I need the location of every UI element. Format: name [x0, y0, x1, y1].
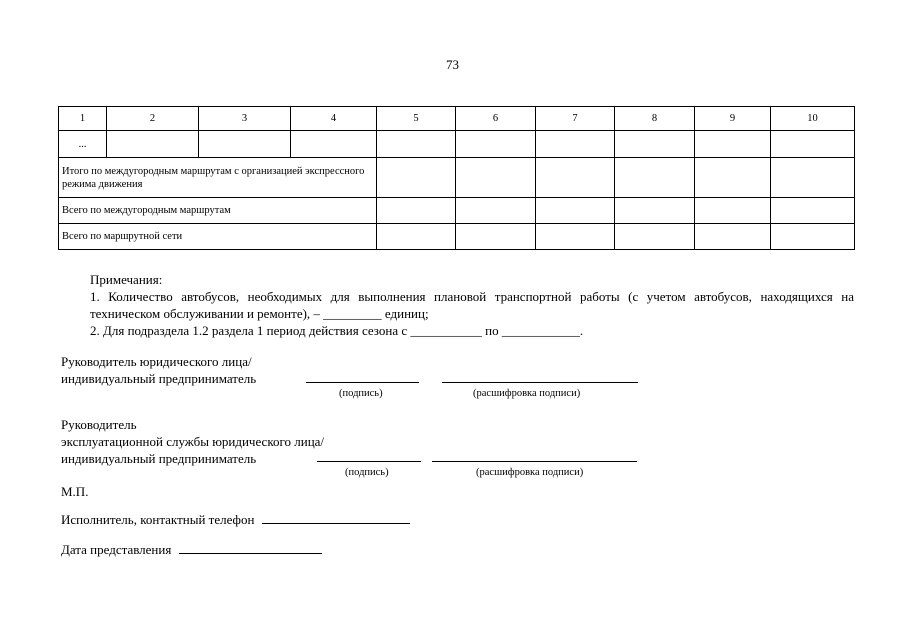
signature-block-1 — [61, 353, 256, 387]
signature-line[interactable] — [306, 382, 419, 383]
executor-label: Исполнитель, контактный телефон — [61, 512, 255, 527]
signer-title-line: индивидуальный предприниматель — [61, 371, 257, 386]
table-cell — [771, 224, 855, 250]
notes-title: Примечания: — [90, 272, 163, 287]
table-cell — [615, 224, 695, 250]
table-cell — [771, 131, 855, 158]
signature-decode-line[interactable] — [442, 382, 638, 383]
signer-title-line: Руководитель юридического лица/ — [61, 354, 252, 369]
signature-line[interactable] — [317, 461, 421, 462]
column-header: 5 — [377, 107, 456, 131]
table-row — [59, 131, 855, 158]
column-header: 7 — [536, 107, 615, 131]
table-row — [59, 224, 855, 250]
signer-title-line: эксплуатационной службы юридического лица/ — [61, 434, 325, 449]
signature-block-2 — [61, 416, 324, 467]
column-header: 1 — [59, 107, 107, 131]
page-number: 73 — [446, 57, 459, 72]
table-cell — [536, 198, 615, 224]
signer-title-line: Руководитель — [61, 417, 137, 432]
note-item-2: 2. Для подраздела 1.2 раздела 1 период действия сезона с ___________ по ____________. — [90, 323, 584, 338]
table-cell — [695, 198, 771, 224]
table-cell — [456, 131, 536, 158]
decode-caption: (расшифровка подписи) — [473, 388, 581, 399]
table-cell — [536, 224, 615, 250]
table-row — [59, 198, 855, 224]
column-header: 10 — [771, 107, 855, 131]
table-cell — [695, 224, 771, 250]
stamp-place: М.П. — [61, 484, 89, 499]
table-cell — [771, 198, 855, 224]
table-cell — [199, 131, 291, 158]
table-cell — [107, 131, 199, 158]
table-cell — [695, 158, 771, 198]
bus-table — [58, 106, 855, 250]
table-header-row — [59, 107, 855, 131]
ellipsis-cell: ... — [59, 131, 107, 158]
column-header: 6 — [456, 107, 536, 131]
table-cell — [291, 131, 377, 158]
table-row — [59, 158, 855, 198]
column-header: 8 — [615, 107, 695, 131]
table-cell — [615, 158, 695, 198]
executor-phone-blank[interactable] — [262, 511, 410, 524]
date-row — [61, 541, 322, 558]
signature-caption: (подпись) — [345, 467, 389, 478]
row-label: Всего по маршрутной сети — [59, 224, 377, 250]
table-cell — [377, 158, 456, 198]
table-cell — [536, 158, 615, 198]
table-cell — [536, 131, 615, 158]
signer-title-line: индивидуальный предприниматель — [61, 451, 257, 466]
date-blank[interactable] — [179, 541, 322, 554]
table-cell — [377, 224, 456, 250]
table-cell — [377, 131, 456, 158]
row-label: Итого по междугородным маршрутам с организацией экспрессного режима движения — [59, 158, 377, 198]
table-cell — [615, 131, 695, 158]
column-header: 2 — [107, 107, 199, 131]
row-label: Всего по междугородным маршрутам — [59, 198, 377, 224]
signature-decode-line[interactable] — [432, 461, 637, 462]
table-cell — [456, 158, 536, 198]
signature-caption: (подпись) — [339, 388, 383, 399]
table-cell — [695, 131, 771, 158]
table-cell — [615, 198, 695, 224]
executor-row — [61, 511, 410, 528]
column-header: 9 — [695, 107, 771, 131]
column-header: 3 — [199, 107, 291, 131]
table-cell — [456, 198, 536, 224]
decode-caption: (расшифровка подписи) — [476, 467, 584, 478]
date-label: Дата представления — [61, 542, 172, 557]
table-cell — [456, 224, 536, 250]
table-cell — [377, 198, 456, 224]
notes — [60, 271, 854, 339]
table-cell — [771, 158, 855, 198]
note-item-1: 1. Количество автобусов, необходимых для выполнения плановой транспортной работы (с учетом автобусов, находящихся на техническом обслуживании и ремонте), – _________ единиц; — [90, 289, 854, 321]
column-header: 4 — [291, 107, 377, 131]
